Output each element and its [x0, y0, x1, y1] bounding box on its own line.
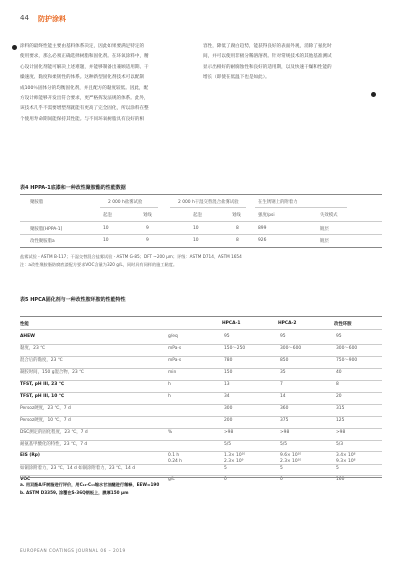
- table5-cell: 750～900: [336, 358, 358, 363]
- table5-cell: 0.1 h 0.24 h: [168, 453, 182, 464]
- text-line: 间，并可以使用非极分稀溶溶剂。针对常规技术的其他基准测试: [203, 54, 332, 60]
- bullet-icon: [12, 45, 17, 50]
- table5-cell: 5: [280, 466, 283, 471]
- table4-subheader: 强度/psi: [258, 213, 275, 218]
- table5-cell: h: [168, 382, 171, 387]
- table4-cell: 10: [103, 226, 109, 231]
- table5-cell: 0: [280, 477, 283, 482]
- table4-group-cyclic: 2 000 h干湿交替混合盐雾试验: [178, 200, 239, 205]
- table5-cell: 7: [280, 382, 283, 387]
- table5-cell: 1.3× 10¹⁰ 2.3× 10⁹: [224, 453, 246, 464]
- table4-cell: 899: [258, 226, 267, 231]
- text-line: 显示出相好的耐腐蚀性和良好的适用期，以及快速干燥和性能的: [203, 64, 332, 70]
- table5-cell: 20: [336, 394, 342, 399]
- table4-cell: 926: [258, 238, 267, 243]
- table4-group-adhesion: 在生锈钢上的附着力: [258, 200, 298, 205]
- table4-top-rule: [20, 194, 382, 195]
- table5-cell: mPa·s: [168, 346, 182, 351]
- end-mark-icon: [371, 92, 376, 97]
- table5-cell: 5/5: [280, 442, 288, 447]
- table5-top-rule: [20, 316, 382, 317]
- table5-cell: 150～250: [224, 346, 246, 351]
- table5-cell: 5: [336, 466, 339, 471]
- table5-cell: 315: [336, 406, 345, 411]
- table4-subheader: 划线: [232, 213, 241, 218]
- table4-cell: 10: [193, 238, 199, 243]
- table5-cell: 14: [280, 394, 286, 399]
- text-line: 成100％固体分的均衡固化剂，并且配方的黏度较低。因此，配: [20, 85, 149, 91]
- table4-note: 注：a改性聚胺脂防腐底漆配方要求VOC含量为320 g/L，同时具有同样的施工黏度。: [20, 262, 178, 267]
- table5-header: HPCA-2: [278, 321, 297, 326]
- table5-cell: 780: [224, 358, 233, 363]
- table5-cell: 耐氨基甲酸化的特性，23 ℃，7 d: [20, 442, 88, 447]
- table5-rule: [20, 404, 382, 405]
- page-number: 44: [20, 14, 29, 22]
- table5-cell: 375: [280, 418, 289, 423]
- table4-rule: [20, 221, 382, 222]
- table4-note: 盐雾试验 - ASTM B-117；干湿交替混合盐雾试验 - ASTM G-85；DFT ~200 μm；评级：ASTM D714、ASTM 1654: [20, 254, 242, 259]
- table5-cell: AHEW: [20, 334, 35, 339]
- table5-rule: [20, 380, 382, 381]
- table4-cell: 镀层: [320, 227, 329, 232]
- table4-subheader: 失效模式: [320, 213, 338, 218]
- table5-cell: 160: [336, 477, 345, 482]
- table5-cell: g/L: [168, 477, 175, 482]
- section-title: 防护涂料: [38, 15, 66, 23]
- text-line: 增长（即使在低温下也是如此）。: [203, 75, 270, 81]
- table5-rule: [20, 329, 382, 330]
- table4-bottom-rule: [20, 247, 382, 248]
- table4-subheader: 划线: [143, 213, 152, 218]
- table5-rule: [20, 451, 382, 452]
- table5-cell: 95: [224, 334, 230, 339]
- table4-row-name: 聚胺脂[HPPA-1]: [30, 227, 63, 232]
- table5-note: a. 用双酚A/F树脂进行评价，用C₁₂-C₁₄缩水甘油醚进行稀释，EEW=190: [20, 482, 160, 487]
- table4-title: 表4 HPPA-1底漆和一种改性聚胺酯的性能数据: [20, 185, 126, 191]
- text-line: 燥速度、黏度和柔韧性的体系。这种新型固化剂技术可以配制: [20, 75, 145, 81]
- table4-row-name: 改性聚胺脂a: [30, 239, 55, 244]
- table5-cell: 0: [224, 477, 227, 482]
- table4-cell: 9: [146, 226, 149, 231]
- table5-header: 改性环胺: [334, 322, 352, 327]
- table5-cell: 5: [224, 466, 227, 471]
- table5-cell: 850: [280, 358, 289, 363]
- table5-cell: 34: [224, 394, 230, 399]
- table5-cell: 凝胶时间，150 g混合物，23 ℃: [20, 370, 84, 375]
- text-line: 使用要求，那么必须正确选择树脂和固化剂。在环氧涂料中，精: [20, 54, 149, 60]
- table5-cell: %: [168, 430, 173, 435]
- text-line: 涂料的最终性能主要由基料体系决定，因此如果要满足特定的: [20, 44, 145, 49]
- table5-cell: 300: [224, 406, 233, 411]
- table4-cell: 8: [236, 238, 239, 243]
- table5-header: HPCA-1: [222, 321, 241, 326]
- table5-cell: 8: [336, 382, 339, 387]
- table5-cell: 300～600: [336, 346, 358, 351]
- table5-cell: 35: [280, 370, 286, 375]
- table4-row-header: 聚胺脂: [30, 200, 44, 205]
- table5-cell: 5/5: [224, 442, 232, 447]
- table5-cell: h: [168, 394, 171, 399]
- table5-cell: mPa·s: [168, 358, 182, 363]
- table5-cell: VOC: [20, 477, 31, 482]
- table5-cell: 95: [280, 334, 286, 339]
- table5-rule: [20, 392, 382, 393]
- table4-cell: 9: [146, 238, 149, 243]
- table5-rule: [20, 475, 382, 476]
- text-line: 方设计师能够开发出符合要求，更严格挥发法规的体系。此外，: [20, 96, 149, 102]
- table5-cell: 125: [336, 418, 345, 423]
- footer-text: EUROPEAN COATINGS JOURNAL 06 – 2019: [20, 548, 126, 553]
- table5-cell: DSC测定的固化程度，23 ℃，7 d: [20, 430, 88, 435]
- table4-cell: 镀层: [320, 239, 329, 244]
- table5-cell: 150: [224, 370, 233, 375]
- text-line: 该技术几乎不需要增塑剂就能有更高了完全固化，所以涂料在整: [20, 106, 149, 112]
- table5-rule: [20, 464, 382, 465]
- table5-cell: EIS (Rp): [20, 453, 40, 458]
- table4-subheader: 起泡: [193, 213, 202, 218]
- body-text-right: [203, 42, 378, 84]
- table5-cell: TFST, pH III, 10 ℃: [20, 394, 65, 399]
- table5-cell: 13: [224, 382, 230, 387]
- text-line: 心设计固化剂能可解决上述难题，并能够制备出兼顾适用期、干: [20, 64, 149, 70]
- body-text-left: [20, 42, 190, 125]
- table5-cell: 95: [336, 334, 342, 339]
- table5-note: b. ASTM D3359, 涂覆在S-36Q钢板上，膜厚150 μm: [20, 490, 129, 495]
- table5-cell: 300～600: [280, 346, 302, 351]
- table5-rule: [20, 428, 382, 429]
- table5-cell: min: [168, 370, 177, 375]
- table5-cell: 3.4× 10⁸ 9.3× 10⁸: [336, 453, 356, 464]
- table5-cell: >98: [336, 430, 346, 435]
- table4-group-rule: [255, 207, 347, 208]
- table5-cell: Persoz硬度，23 ℃，7 d: [20, 406, 71, 411]
- table5-rule: [20, 344, 382, 345]
- table5-rule: [20, 368, 382, 369]
- table4-rule: [20, 234, 382, 235]
- table5-cell: 9.6× 10¹⁰ 2.3× 10¹⁰: [280, 453, 302, 464]
- table5-cell: Persoz硬度，10 ℃，7 d: [20, 418, 71, 423]
- table5-cell: >98: [224, 430, 234, 435]
- table4-subheader: 起泡: [103, 213, 112, 218]
- table4-group-rule: [100, 207, 158, 208]
- table4-group-rule: [170, 207, 246, 208]
- table5-cell: 黏度，23 ℃: [20, 346, 46, 351]
- table4-cell: 10: [193, 226, 199, 231]
- table5-rule: [20, 416, 382, 417]
- table5-cell: TFST, pH III, 23 ℃: [20, 382, 65, 387]
- table5-bottom-rule: [20, 477, 382, 478]
- text-line: 个使用寿命期间能保持其性能。与不同环氧树脂具有良好的相: [20, 116, 145, 122]
- table4-group-salt: 2 000 h盐雾试验: [108, 200, 143, 205]
- table5-rule: [20, 440, 382, 441]
- table5-cell: >98: [280, 430, 290, 435]
- table5-cell: 360: [280, 406, 289, 411]
- table5-cell: 5/3: [336, 442, 344, 447]
- table5-cell: 40: [336, 370, 342, 375]
- table5-cell: 如铜涂附着力，23 ℃、14 d 如铜涂附着力，23 ℃、14 d: [20, 466, 136, 471]
- table4-cell: 8: [236, 226, 239, 231]
- table5-cell: 混合后的黏度，23 ℃: [20, 358, 63, 363]
- table5-title: 表5 HPCA固化剂与一种改性胺环胺的性能特性: [20, 297, 126, 303]
- table5-header: 性能: [20, 322, 29, 327]
- table5-cell: g/eq: [168, 334, 178, 339]
- table5-rule: [20, 356, 382, 357]
- table4-cell: 10: [103, 238, 109, 243]
- table5-cell: 200: [224, 418, 233, 423]
- text-line: 容性，降低了腐白趋势，能获得良好的表面外观，消除了氨化时: [203, 44, 332, 49]
